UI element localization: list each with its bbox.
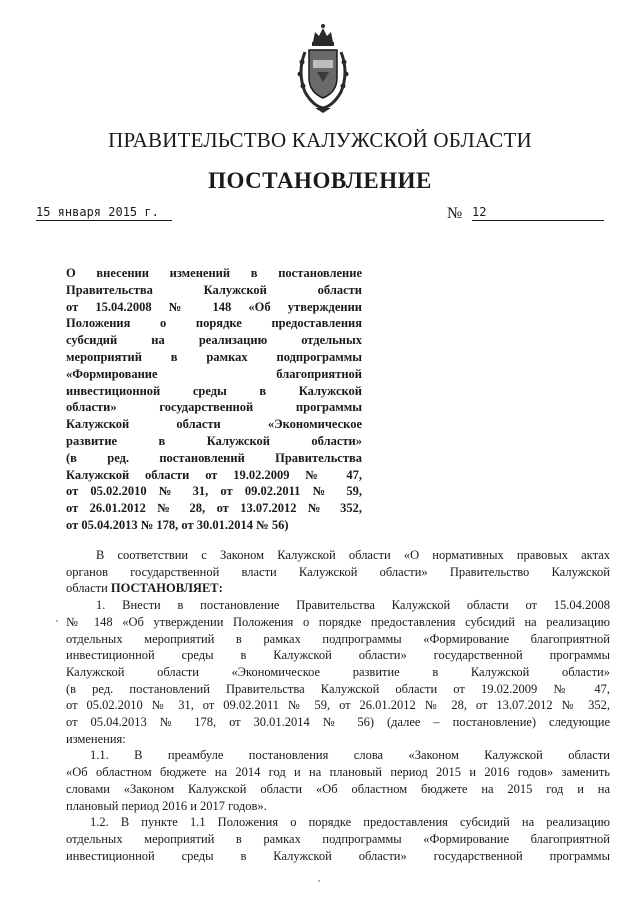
text-line: развитие в Калужской области» bbox=[66, 433, 362, 448]
document-subject bbox=[66, 265, 362, 534]
resolves-keyword: ПОСТАНОВЛЯЕТ: bbox=[110, 581, 223, 596]
text-line: В соответствии с Законом Калужской области «О нормативных правовых актах bbox=[96, 548, 610, 562]
preamble-last-prefix: области bbox=[66, 581, 111, 596]
text-line: субсидий на реализацию отдельных bbox=[66, 333, 362, 348]
clause-1-1 bbox=[66, 747, 610, 814]
text-line: 1.1. В преамбуле постановления слова «Законом Калужской области bbox=[90, 748, 610, 763]
document-date: 15 января 2015 г. bbox=[36, 205, 172, 221]
text-line: инвестиционной среды в Калужской bbox=[66, 383, 362, 398]
text-line: Правительства Калужской области bbox=[66, 282, 362, 297]
organization-title: ПРАВИТЕЛЬСТВО КАЛУЖСКОЙ ОБЛАСТИ bbox=[108, 128, 532, 152]
text-line: плановый период 2016 и 2017 годов». bbox=[66, 798, 267, 813]
scan-speck bbox=[56, 620, 58, 622]
text-line: отдельных мероприятий в рамках подпрограммы «Формирование благоприятной bbox=[66, 831, 610, 846]
clause-1-2 bbox=[66, 814, 610, 864]
text-line: органов государственной власти Калужской области» Правительство Калужской bbox=[66, 564, 610, 579]
text-line: области» государственной программы bbox=[66, 400, 362, 415]
document-type-heading: ПОСТАНОВЛЕНИЕ bbox=[208, 168, 432, 193]
text-line: от 05.04.2013 № 178, от 30.01.2014 № 56) bbox=[66, 517, 289, 532]
text-line: отдельных мероприятий в рамках подпрограммы «Формирование благоприятной bbox=[66, 631, 610, 646]
text-line: О внесении изменений в постановление bbox=[66, 266, 362, 280]
text-line: от 05.02.2010 № 31, от 09.02.2011 № 59, от 26.01.2012 № 28, от 13.07.2012 № 352, bbox=[66, 698, 610, 713]
number-sign: № bbox=[447, 205, 463, 222]
text-line: от 26.01.2012 № 28, от 13.07.2012 № 352, bbox=[66, 501, 362, 516]
document-number: 12 bbox=[472, 205, 604, 221]
text-line: от 15.04.2008 № 148 «Об утверждении bbox=[66, 299, 362, 314]
text-line: (в ред. постановлений Правительства Калужской области от 19.02.2009 № 47, bbox=[66, 681, 610, 696]
text-line: Положения о порядке предоставления bbox=[66, 316, 362, 331]
text-line: 1. Внести в постановление Правительства Калужской области от 15.04.2008 bbox=[96, 598, 610, 613]
text-line: Калужской области «Экономическое развитие в Калужской области» bbox=[66, 664, 610, 679]
text-line: от 05.02.2010 № 31, от 09.02.2011 № 59, bbox=[66, 484, 362, 499]
preamble-paragraph bbox=[66, 547, 610, 597]
text-line: № 148 «Об утверждении Положения о порядке предоставления субсидий на реализацию bbox=[66, 614, 610, 629]
text-line: мероприятий в рамках подпрограммы bbox=[66, 349, 362, 364]
document-body bbox=[66, 547, 610, 864]
text-line: Калужской области «Экономическое bbox=[66, 417, 362, 432]
clause-1 bbox=[66, 597, 610, 747]
text-line: от 05.04.2013 № 178, от 30.01.2014 № 56) (далее – постановление) следующие bbox=[66, 715, 610, 730]
text-line: инвестиционной среды в Калужской области» государственной программы bbox=[66, 648, 610, 663]
text-line: Калужской области от 19.02.2009 № 47, bbox=[66, 467, 362, 482]
kaluga-coat-of-arms-icon bbox=[295, 22, 351, 114]
text-line: 1.2. В пункте 1.1 Положения о порядке предоставления субсидий на реализацию bbox=[90, 815, 610, 830]
scan-speck bbox=[318, 880, 320, 882]
text-line: словами «Законом Калужской области «Об областном бюджете на 2015 год и на bbox=[66, 781, 610, 796]
text-line: инвестиционной среды в Калужской области» государственной программы bbox=[66, 848, 610, 863]
text-line: «Об областном бюджете на 2014 год и на плановый период 2015 и 2016 годов» заменить bbox=[66, 765, 610, 780]
text-line: (в ред. постановлений Правительства bbox=[66, 450, 362, 465]
text-line: «Формирование благоприятной bbox=[66, 366, 362, 381]
text-line: изменения: bbox=[66, 731, 126, 746]
